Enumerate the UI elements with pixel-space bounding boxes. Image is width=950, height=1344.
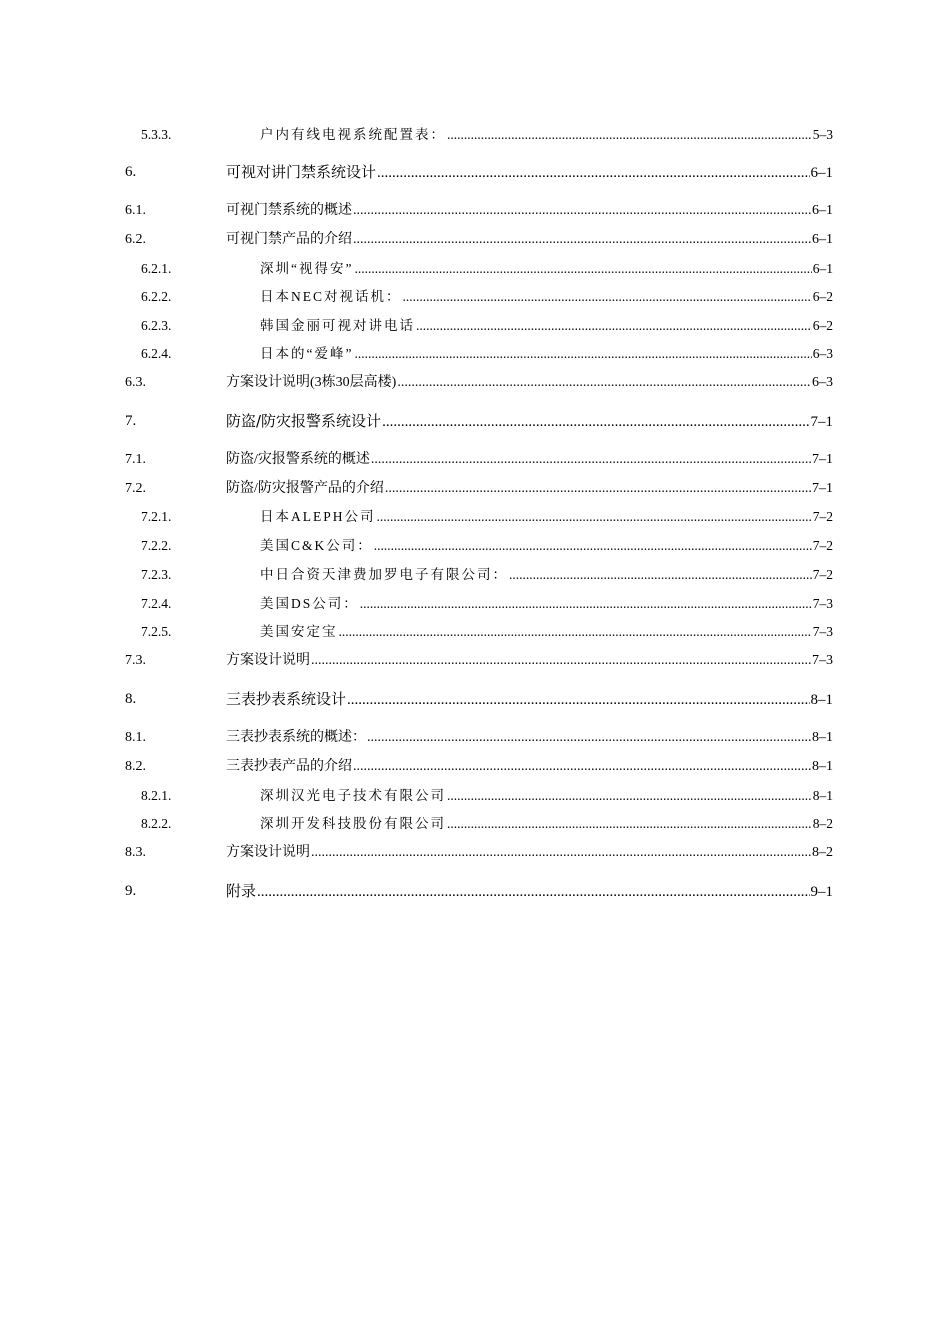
toc-entry[interactable] [0, 879, 950, 903]
toc-entry-number: 5.3.3. [141, 127, 172, 142]
toc-entry[interactable] [0, 687, 950, 711]
toc-entry-title: 可视对讲门禁系统设计 [226, 163, 377, 181]
dot-leader [353, 199, 811, 223]
toc-entry-number: 8. [125, 691, 137, 707]
toc-entry-page: 9–1 [810, 884, 833, 900]
dot-leader [416, 314, 812, 338]
toc-entry-title: 户内有线电视系统配置表： [260, 127, 446, 142]
toc-entry[interactable] [0, 726, 950, 750]
toc-entry-page: 7–2 [812, 538, 833, 553]
toc-entry-page: 6–2 [812, 289, 833, 304]
toc-entry[interactable] [0, 409, 950, 433]
toc-entry-number: 7.2.2. [141, 538, 172, 553]
toc-entry-number: 8.2.2. [141, 816, 172, 831]
toc-entry-page: 8–1 [812, 759, 833, 774]
dot-leader [339, 620, 812, 644]
toc-entry-title: 方案设计说明 [226, 845, 310, 860]
toc-entry[interactable] [0, 257, 950, 281]
dot-leader [382, 410, 809, 434]
toc-entry-number: 9. [125, 883, 137, 899]
toc-entry-title: 防盗/防灾报警系统设计 [226, 412, 382, 430]
toc-entry-number: 8.2. [125, 759, 146, 774]
toc-entry-page: 8–2 [812, 816, 833, 831]
toc-entry-page: 8–1 [810, 692, 833, 708]
dot-leader [377, 505, 812, 529]
toc-entry[interactable] [0, 784, 950, 808]
toc-entry-number: 6.2.4. [141, 346, 172, 361]
toc-entry-number: 7.2.5. [141, 624, 172, 639]
toc-entry-title: 日本NEC对视话机： [260, 289, 402, 304]
dot-leader [447, 123, 812, 147]
toc-entry-number: 6.2. [125, 232, 146, 247]
dot-leader [403, 285, 812, 309]
toc-entry-number: 7.3. [125, 653, 146, 668]
toc-entry-number: 7.2.1. [141, 509, 172, 524]
dot-leader [371, 448, 811, 472]
toc-entry-title: 美国C&K公司： [260, 538, 373, 553]
toc-entry[interactable] [0, 812, 950, 836]
dot-leader [447, 812, 812, 836]
toc-entry-title: 日本ALEPH公司 [260, 509, 376, 524]
toc-entry[interactable] [0, 841, 950, 865]
toc-entry-number: 7.2.4. [141, 596, 172, 611]
toc-entry[interactable] [0, 199, 950, 223]
toc-entry-page: 8–1 [812, 788, 833, 803]
toc-entry[interactable] [0, 477, 950, 501]
dot-leader [377, 161, 809, 185]
dot-leader [447, 784, 812, 808]
toc-entry-page: 8–2 [812, 845, 833, 860]
toc-entry[interactable] [0, 448, 950, 472]
toc-entry-title: 三表抄表系统的概述： [226, 730, 366, 745]
toc-entry-number: 7.2. [125, 481, 146, 496]
toc-entry-title: 深圳汉光电子技术有限公司 [260, 788, 446, 803]
toc-entry[interactable] [0, 314, 950, 338]
dot-leader [397, 371, 811, 395]
dot-leader [257, 880, 809, 904]
dot-leader [360, 592, 812, 616]
toc-entry-number: 7.2.3. [141, 567, 172, 582]
toc-entry-page: 6–3 [812, 375, 833, 390]
toc-entry-page: 7–1 [812, 452, 833, 467]
toc-entry-page: 6–2 [812, 318, 833, 333]
toc-entry-title: 日本的“爱峰” [260, 346, 354, 361]
toc-entry-page: 5–3 [812, 127, 833, 142]
toc-entry[interactable] [0, 123, 950, 147]
toc-entry-page: 7–2 [812, 509, 833, 524]
toc-entry-number: 6.2.1. [141, 261, 172, 276]
dot-leader [354, 342, 811, 366]
toc-entry-page: 7–1 [812, 481, 833, 496]
dot-leader [311, 649, 811, 673]
toc-entry-page: 7–2 [812, 567, 833, 582]
toc-entry-number: 7. [125, 413, 137, 429]
toc-entry-title: 防盗/防灾报警产品的介绍 [226, 481, 384, 496]
dot-leader [347, 688, 809, 712]
toc-entry-title: 美国安定宝 [260, 624, 338, 639]
toc-entry-title: 中日合资天津费加罗电子有限公司： [260, 567, 508, 582]
toc-entry[interactable] [0, 371, 950, 395]
toc-entry-page: 6–1 [812, 203, 833, 218]
dot-leader [367, 726, 811, 750]
dot-leader [385, 477, 811, 501]
toc-entry-page: 7–3 [812, 624, 833, 639]
toc-entry-title: 附录 [226, 882, 257, 900]
toc-entry-number: 6.2.2. [141, 289, 172, 304]
toc-entry-page: 6–1 [810, 165, 833, 181]
toc-entry-page: 7–1 [810, 414, 833, 430]
toc-entry-number: 8.2.1. [141, 788, 172, 803]
toc-entry-title: 深圳开发科技股份有限公司 [260, 816, 446, 831]
toc-entry[interactable] [0, 228, 950, 252]
toc-entry-number: 6.1. [125, 203, 146, 218]
toc-entry[interactable] [0, 649, 950, 673]
toc-entry-page: 6–1 [812, 232, 833, 247]
toc-entry-title: 防盗/灾报警系统的概述 [226, 452, 370, 467]
toc-entry-number: 6.3. [125, 375, 146, 390]
toc-entry-title: 韩国金丽可视对讲电话 [260, 318, 415, 333]
toc-entry-number: 6. [125, 164, 137, 180]
dot-leader [354, 257, 811, 281]
toc-entry[interactable] [0, 160, 950, 184]
toc-entry-page: 6–3 [812, 346, 833, 361]
toc-entry-title: 三表抄表系统设计 [226, 690, 347, 708]
toc-entry-number: 8.3. [125, 845, 146, 860]
toc-entry-page: 8–1 [812, 730, 833, 745]
toc-entry-title: 可视门禁系统的概述 [226, 203, 352, 218]
toc-entry-page: 7–3 [812, 596, 833, 611]
toc-entry-number: 7.1. [125, 452, 146, 467]
dot-leader [353, 228, 811, 252]
toc-entry-title: 三表抄表产品的介绍 [226, 759, 352, 774]
toc-entry-title: 方案设计说明(3栋30层高楼) [226, 375, 397, 390]
toc-entry[interactable] [0, 505, 950, 529]
toc-entry[interactable] [0, 342, 950, 366]
toc-entry-page: 6–1 [812, 261, 833, 276]
toc-entry-title: 方案设计说明 [226, 653, 310, 668]
toc-entry-number: 8.1. [125, 730, 146, 745]
dot-leader [311, 841, 811, 865]
dot-leader [353, 755, 811, 779]
toc-entry-number: 6.2.3. [141, 318, 172, 333]
toc-entry-title: 可视门禁产品的介绍 [226, 232, 352, 247]
dot-leader [509, 563, 812, 587]
toc-entry-title: 美国DS公司： [260, 596, 359, 611]
toc-entry[interactable] [0, 592, 950, 616]
toc-entry[interactable] [0, 534, 950, 558]
toc-entry[interactable] [0, 620, 950, 644]
toc-entry-title: 深圳“视得安” [260, 261, 354, 276]
toc-entry-page: 7–3 [812, 653, 833, 668]
toc-entry[interactable] [0, 285, 950, 309]
toc-entry[interactable] [0, 755, 950, 779]
toc-entry[interactable] [0, 563, 950, 587]
dot-leader [374, 534, 812, 558]
